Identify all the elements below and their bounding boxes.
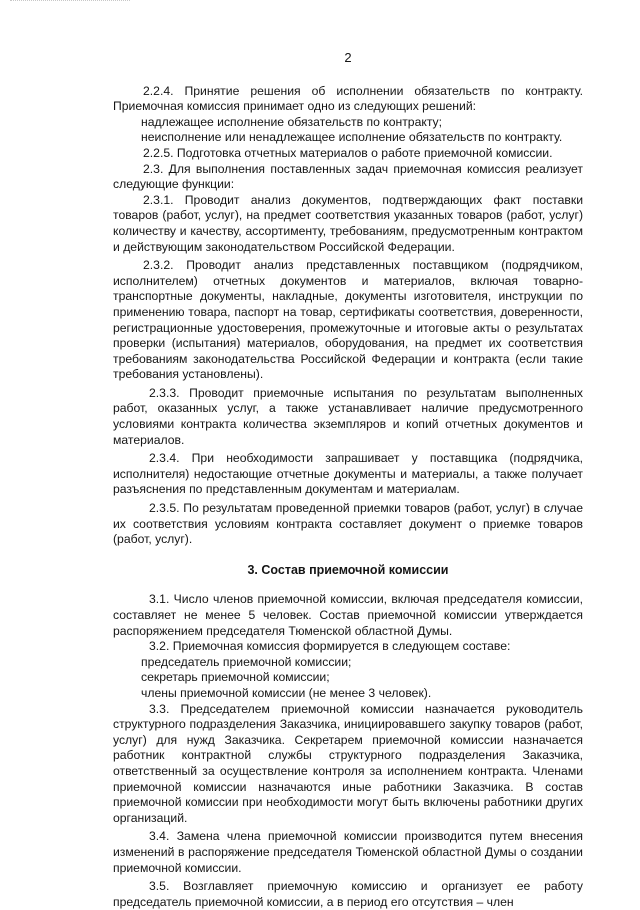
paragraph-3-1: 3.1. Число членов приемочной комиссии, включая председателя комиссии, составляет не менее 5 человек. Состав приемочной комиссии утверждается распоряжением председателя Тюменской областной Думы. [113,592,583,638]
paragraph-2-3-4: 2.3.4. При необходимости запрашивает у поставщика (подрядчика, исполнителя) недостающие отчетные документы и материалы, а также получает разъяснения по представленным документам и материалам. [113,451,583,497]
paragraph-3-2: 3.2. Приемочная комиссия формируется в следующем составе: [149,639,511,654]
paragraph-2-3-5: 2.3.5. По результатам проведенной приемки товаров (работ, услуг) в случае их соответствия условиям контракта составляет документ о приемке товаров (работ, услуг). [113,501,583,547]
composition-chair: председатель приемочной комиссии; [141,654,352,669]
paragraph-2-2-5: 2.2.5. Подготовка отчетных материалов о работе приемочной комиссии. [143,145,553,160]
document-page [113,50,583,910]
decision-option-1: надлежащее исполнение обязательств по контракту; [141,114,443,129]
composition-secretary: секретарь приемочной комиссии; [141,670,330,685]
page-number: 2 [344,50,352,65]
paragraph-2-2-4: 2.2.4. Принятие решения об исполнении обязательств по контракту. Приемочная комиссия принимает одно из следующих решений: [113,83,583,114]
paragraph-3-5: 3.5. Возглавляет приемочную комиссию и организует ее работу председатель приемочной комиссии, а в период его отсутствия – член [113,879,583,909]
paragraph-2-3-3: 2.3.3. Проводит приемочные испытания по результатам выполненных работ, оказанных услуг, а также устанавливает наличие предусмотренного условиями контракта количества экземпляров и копий отчетных документов и материалов. [113,385,583,447]
scan-edge-mark [10,0,130,6]
composition-members: члены приемочной комиссии (не менее 3 человек). [141,685,432,700]
paragraph-3-3: 3.3. Председателем приемочной комиссии назначается руководитель структурного подразделения Заказчика, инициировавшего закупку товаров (работ, услуг) для нужд Заказчика. Секретарем приемочной комиссии назначается работник контрактной службы структурного подразделения Заказчика, ответственный за осуществление контроля за исполнением контракта. Членами приемочной комиссии назначаются иные работники Заказчика. В состав приемочной комиссии при необходимости могут быть включены работники других организаций. [113,701,583,825]
paragraph-2-3-1: 2.3.1. Проводит анализ документов, подтверждающих факт поставки товаров (работ, услуг), на предмет соответствия указанных товаров (работ, услуг) количеству и качеству, ассортименту, требованиям, предусмотренным контрактом и действующим законодательством Российской Федерации. [113,192,583,254]
paragraph-2-3-2: 2.3.2. Проводит анализ представленных поставщиком (подрядчиком, исполнителем) отчетных документов и материалов, включая товарно-транспортные документы, накладные, документы изготовителя, инструкции по применению товара, паспорт на товар, сертификаты соответствия, доверенности, регистрационные удостоверения, промежуточные и итоговые акты о результатах проверки (испытания) материалов, оборудования, на предмет их соответствия требованиям законодательства Российской Федерации и контракта (если такие требования установлены). [113,258,583,382]
section-title: 3. Состав приемочной комиссии [247,562,449,577]
decision-option-2: неисполнение или ненадлежащее исполнение обязательств по контракту. [141,130,563,145]
paragraph-3-4: 3.4. Замена члена приемочной комиссии производится путем внесения изменений в распоряжение председателя Тюменской областной Думы о создании приемочной комиссии. [113,829,583,875]
paragraph-2-3: 2.3. Для выполнения поставленных задач приемочная комиссия реализует следующие функции: [113,161,583,192]
